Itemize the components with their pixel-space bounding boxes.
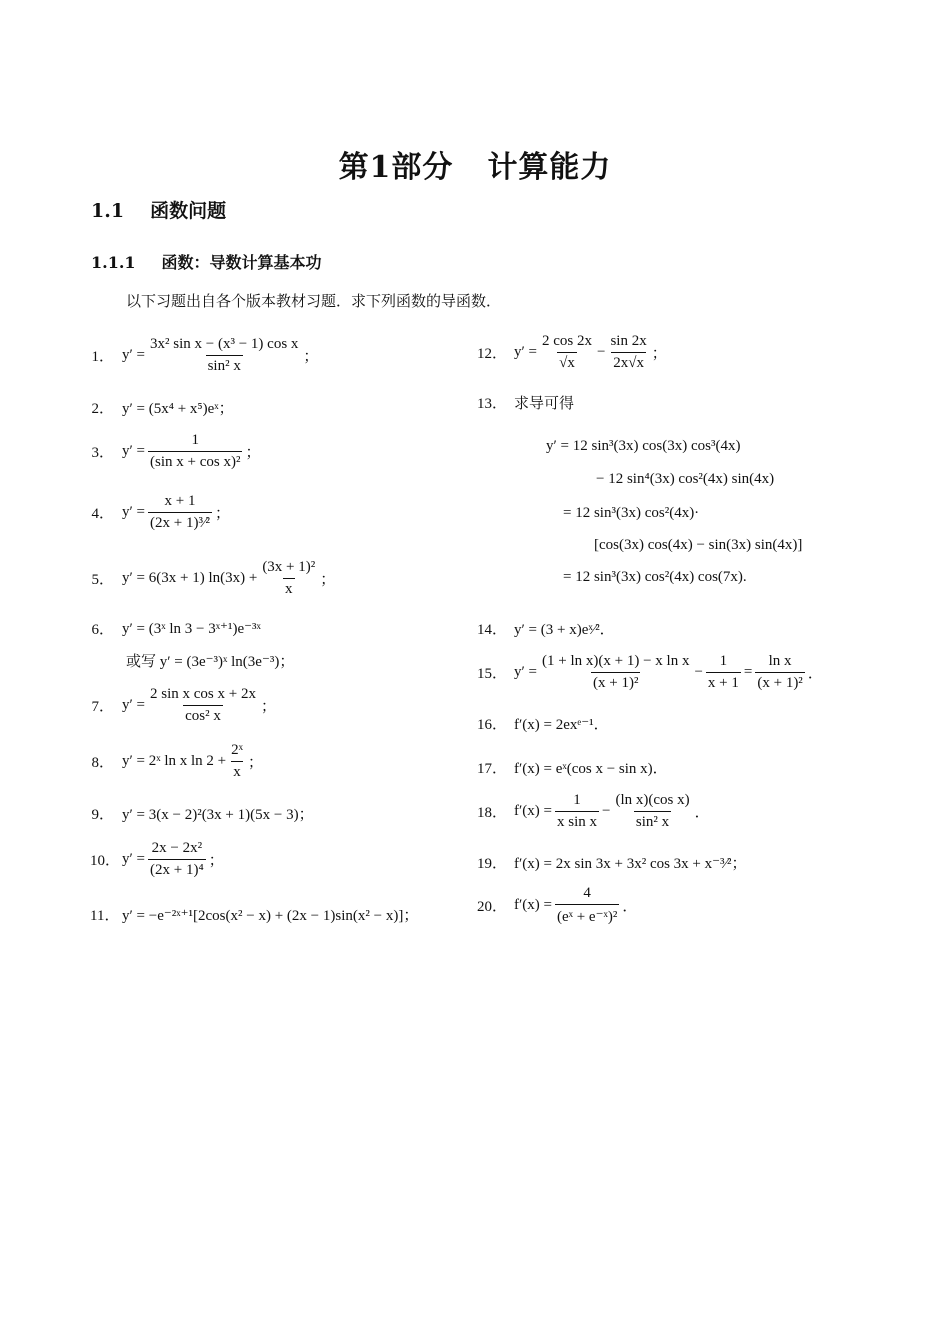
exercise-13	[477, 392, 574, 413]
derivation-line-3: = 12 sin³(3x) cos²(4x)·	[563, 505, 700, 521]
exercise-17	[477, 757, 668, 778]
exercise-label: 19．	[477, 856, 508, 872]
expr-pre: y′ =	[122, 504, 145, 520]
exercise-label: 8．	[91, 755, 114, 771]
denominator-2: 2x√x	[611, 352, 646, 372]
expr-post: ．	[622, 899, 638, 915]
numerator: 4	[583, 885, 591, 901]
expression: y′ = (3 + x)eˣ⁄²．	[514, 622, 615, 638]
numerator: 2x − 2x²	[151, 840, 203, 856]
exercise-20	[477, 885, 637, 926]
expr-mid: −	[597, 344, 606, 360]
derivation-line-4: [cos(3x) cos(4x) − sin(3x) sin(4x)]	[594, 537, 803, 553]
expression-alt: 或写 y′ = (3e⁻³)ˣ ln(3e⁻³)；	[126, 654, 295, 670]
denominator: (x + 1)²	[591, 672, 640, 692]
expr-post: ；	[214, 506, 230, 522]
exercise-16	[477, 713, 609, 734]
exercise-3	[90, 432, 260, 471]
exercise-2	[90, 397, 234, 418]
expr-post: ．	[694, 805, 710, 821]
expr-mid: −	[602, 803, 611, 819]
expr-post: ；	[303, 349, 319, 365]
expr-pre: y′ =	[514, 664, 537, 680]
fraction-2	[706, 653, 741, 692]
subsection-title: 函数：导数计算基本功	[161, 253, 322, 272]
numerator: (3x + 1)²	[262, 559, 316, 575]
exercise-7	[90, 686, 276, 725]
expr-post: ；	[320, 572, 336, 588]
expr-pre: y′ = 6(3x + 1) ln(3x) +	[122, 570, 258, 586]
expr-post: ；	[260, 699, 276, 715]
exercise-label: 12．	[477, 346, 508, 362]
numerator: 2 sin x cos x + 2x	[150, 686, 256, 702]
denominator: (2x + 1)⁴	[148, 859, 206, 879]
expr-pre: f′(x) =	[514, 897, 552, 913]
expression: f′(x) = 2x sin 3x + 3x² cos 3x + x⁻³⁄²；	[514, 856, 747, 872]
exercise-12	[477, 333, 667, 372]
expression: 求导可得	[514, 396, 575, 412]
expr-post: ．	[807, 666, 823, 682]
expr-post: ；	[247, 755, 263, 771]
denominator-2: sin² x	[634, 811, 671, 831]
expression: f′(x) = eˣ(cos x − sin x)．	[514, 761, 668, 777]
exercise-label: 10．	[90, 853, 121, 869]
expr-post: ；	[208, 853, 224, 869]
expression: y′ = −e⁻²ˣ⁺¹[2cos(x² − x) + (2x − 1)sin(x² − x)]；	[122, 908, 419, 924]
numerator-2: sin 2x	[610, 333, 647, 349]
exercise-label: 16．	[477, 717, 508, 733]
expression: y′ = 3(x − 2)²(3x + 1)(5x − 3)；	[122, 807, 314, 823]
exercise-label: 17．	[477, 761, 508, 777]
fraction	[540, 333, 594, 372]
fraction	[555, 885, 619, 926]
exercise-label: 20．	[477, 899, 508, 915]
expression: f′(x) = 2exᵉ⁻¹．	[514, 717, 609, 733]
exercise-6-alt	[126, 650, 294, 671]
fraction	[148, 686, 258, 725]
denominator-3: (x + 1)²	[755, 672, 804, 692]
expr-post: ；	[651, 346, 667, 362]
part-name: 计算能力	[487, 150, 612, 185]
exercise-6	[90, 618, 261, 639]
intro-paragraph: 以下习题出自各个版本教材习题．求下列函数的导函数．	[126, 292, 502, 310]
fraction-2	[613, 792, 691, 831]
expr-mid-2: =	[743, 664, 753, 680]
exercise-label: 11．	[90, 908, 120, 924]
exercise-label: 5．	[91, 572, 114, 588]
denominator: sin² x	[206, 355, 243, 375]
fraction	[229, 742, 245, 781]
fraction	[148, 432, 242, 471]
numerator: (1 + ln x)(x + 1) − x ln x	[542, 653, 690, 669]
expr-pre: y′ =	[122, 697, 145, 713]
fraction-2	[608, 333, 648, 372]
exercise-label: 4．	[91, 506, 114, 522]
exercise-label: 1．	[91, 349, 114, 365]
exercise-label: 18．	[477, 805, 508, 821]
exercise-19	[477, 852, 747, 873]
denominator: (2x + 1)³⁄²	[148, 512, 212, 532]
numerator-2: (ln x)(cos x)	[615, 792, 690, 808]
derivation-line-5: = 12 sin³(3x) cos²(4x) cos(7x).	[563, 569, 747, 585]
expr-post: ；	[245, 445, 261, 461]
exercise-5	[90, 559, 335, 598]
subsection-number: 1.1.1	[91, 253, 136, 272]
exercise-label: 7．	[91, 699, 114, 715]
exercise-8	[90, 742, 263, 781]
exercise-label: 15．	[477, 666, 508, 682]
derivation-line-1: y′ = 12 sin³(3x) cos(3x) cos³(4x)	[546, 438, 741, 454]
denominator: x sin x	[555, 811, 599, 831]
exercise-label: 13．	[477, 396, 508, 412]
exercise-11	[90, 904, 418, 925]
denominator: x	[283, 578, 295, 598]
exercise-label: 9．	[91, 807, 114, 823]
part-title	[0, 142, 950, 186]
exercise-label: 6．	[91, 622, 114, 638]
fraction	[148, 336, 300, 375]
expr-pre: y′ =	[514, 344, 537, 360]
expression: y′ = (3ˣ ln 3 − 3ˣ⁺¹)e⁻³ˣ	[122, 621, 261, 637]
fraction	[555, 792, 599, 831]
denominator-2: x + 1	[706, 672, 741, 692]
exercise-9	[90, 803, 314, 824]
fraction	[540, 653, 691, 692]
numerator: 1	[573, 792, 581, 808]
numerator: 3x² sin x − (x³ − 1) cos x	[150, 336, 299, 352]
section-title: 函数问题	[150, 200, 227, 222]
fraction	[148, 840, 206, 879]
numerator-2: 1	[719, 653, 728, 669]
denominator: (sin x + cos x)²	[148, 451, 242, 471]
derivation-line-2: − 12 sin⁴(3x) cos²(4x) sin(4x)	[596, 471, 775, 487]
section-number: 1.1	[91, 200, 125, 222]
expr-pre: y′ =	[122, 851, 145, 867]
denominator: (eˣ + e⁻ˣ)²	[555, 904, 619, 926]
expression: y′ = (5x⁴ + x⁵)eˣ；	[122, 401, 234, 417]
expr-pre: y′ = 2ˣ ln x ln 2 +	[122, 753, 227, 769]
subsection-heading	[91, 250, 322, 273]
exercise-label: 3．	[91, 445, 114, 461]
expr-pre: f′(x) =	[514, 803, 552, 819]
exercise-10	[90, 840, 224, 879]
denominator: x	[231, 761, 243, 781]
exercise-4	[90, 493, 230, 532]
denominator: √x	[557, 352, 577, 372]
expr-mid: −	[694, 664, 703, 680]
exercise-1	[90, 336, 318, 375]
exercise-18	[477, 792, 710, 831]
section-heading	[91, 196, 226, 223]
fraction	[260, 559, 317, 598]
part-number: 第1部分	[338, 150, 454, 185]
numerator: 2 cos 2x	[542, 333, 592, 349]
fraction-3	[755, 653, 804, 692]
exercise-15	[477, 653, 823, 692]
exercise-label: 14．	[477, 622, 508, 638]
expr-pre: y′ =	[122, 443, 145, 459]
numerator: 1	[191, 432, 199, 448]
exercise-14	[477, 618, 615, 639]
numerator: 2ˣ	[231, 742, 243, 758]
numerator-3: ln x	[768, 653, 792, 669]
expr-pre: y′ =	[122, 347, 145, 363]
exercise-label: 2．	[91, 401, 114, 417]
fraction	[148, 493, 212, 532]
denominator: cos² x	[183, 705, 223, 725]
numerator: x + 1	[164, 493, 196, 509]
